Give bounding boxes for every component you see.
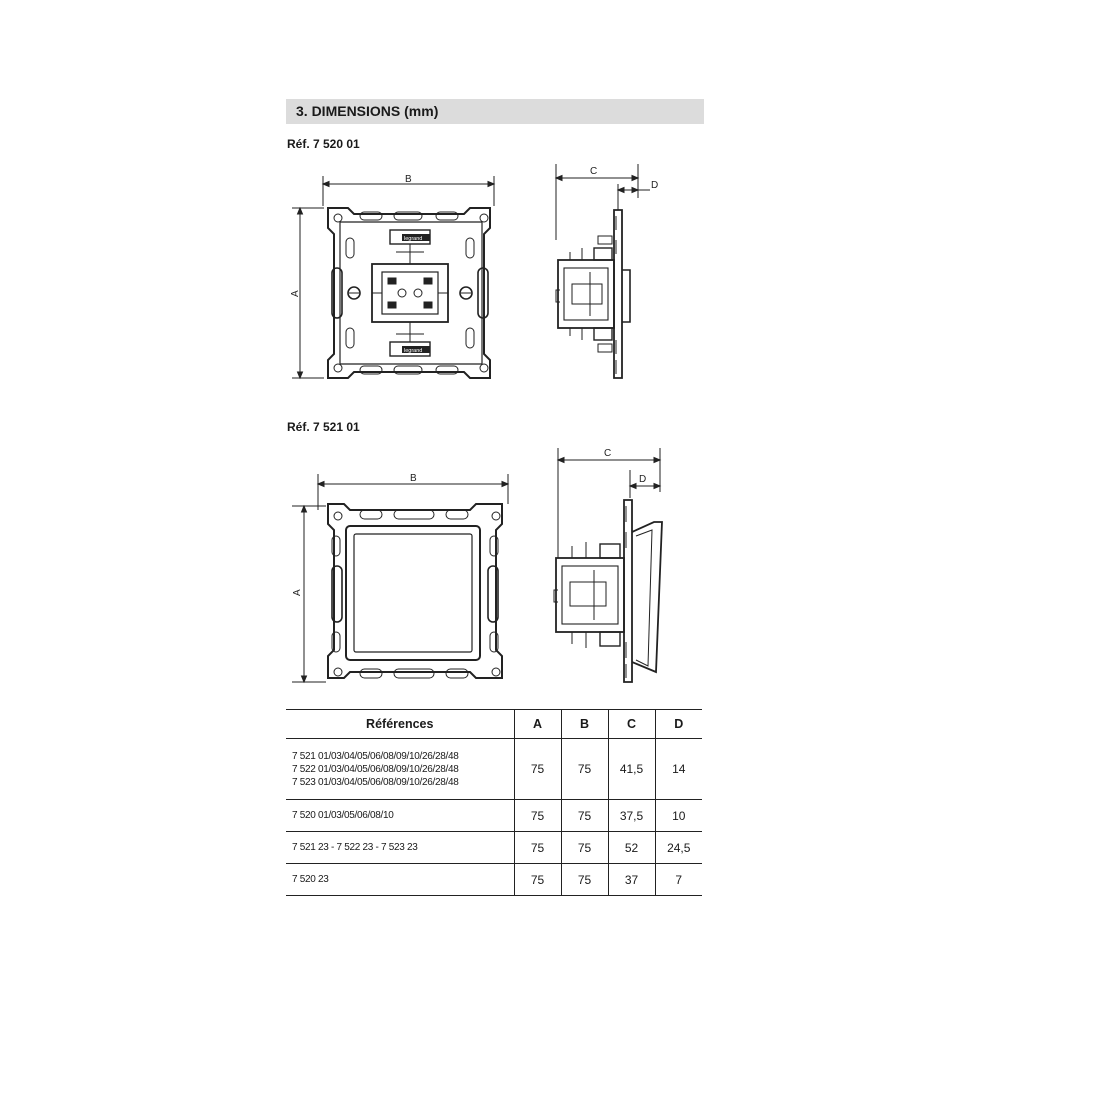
drawing1-front-view bbox=[290, 172, 510, 386]
drawing2-ref-label: Réf. 7 521 01 bbox=[287, 420, 360, 434]
dim-b-label: B bbox=[405, 174, 412, 185]
cell-b: 75 bbox=[561, 832, 608, 864]
dim2-d-label: D bbox=[639, 474, 647, 485]
header-a: A bbox=[514, 710, 561, 739]
cell-c: 41,5 bbox=[608, 739, 655, 800]
cell-b: 75 bbox=[561, 739, 608, 800]
drawing2-side-view bbox=[550, 442, 670, 688]
table-row bbox=[286, 832, 702, 864]
drawing2-front-view bbox=[290, 470, 512, 690]
cell-d: 7 bbox=[655, 864, 702, 896]
cell-b: 75 bbox=[561, 800, 608, 832]
cell-a: 75 bbox=[514, 864, 561, 896]
dim2-c-label: C bbox=[604, 448, 612, 459]
drawing1-ref-label: Réf. 7 520 01 bbox=[287, 137, 360, 151]
row-references bbox=[286, 800, 514, 832]
drawing1-side-view bbox=[550, 160, 670, 386]
reference-line: 7 521 01/03/04/05/06/08/09/10/26/28/48 bbox=[292, 750, 459, 762]
cell-d: 24,5 bbox=[655, 832, 702, 864]
cell-c: 37,5 bbox=[608, 800, 655, 832]
reference-line: 7 523 01/03/04/05/06/08/09/10/26/28/48 bbox=[292, 776, 459, 788]
table-row bbox=[286, 739, 702, 800]
table-row bbox=[286, 864, 702, 896]
table-header-row bbox=[286, 710, 702, 739]
section-title: 3. DIMENSIONS (mm) bbox=[286, 99, 704, 124]
cell-d: 14 bbox=[655, 739, 702, 800]
reference-line: 7 520 23 bbox=[292, 874, 329, 885]
reference-line: 7 522 01/03/04/05/06/08/09/10/26/28/48 bbox=[292, 763, 459, 775]
header-references: Références bbox=[286, 710, 514, 739]
reference-line: 7 520 01/03/05/06/08/10 bbox=[292, 810, 394, 821]
header-b: B bbox=[561, 710, 608, 739]
header-c: C bbox=[608, 710, 655, 739]
cell-a: 75 bbox=[514, 739, 561, 800]
row-references bbox=[286, 832, 514, 864]
logo-text-bottom: legrand bbox=[404, 348, 423, 354]
cell-a: 75 bbox=[514, 832, 561, 864]
dim-d-label: D bbox=[651, 180, 659, 191]
cell-c: 52 bbox=[608, 832, 655, 864]
cell-b: 75 bbox=[561, 864, 608, 896]
dim-c-label: C bbox=[590, 166, 598, 177]
row-references bbox=[286, 739, 514, 800]
dim-a-label: A bbox=[290, 290, 301, 297]
logo-text-top: legrand bbox=[404, 236, 423, 242]
reference-line: 7 521 23 - 7 522 23 - 7 523 23 bbox=[292, 842, 418, 853]
cell-c: 37 bbox=[608, 864, 655, 896]
header-d: D bbox=[655, 710, 702, 739]
dimensions-table bbox=[286, 709, 702, 896]
dim2-b-label: B bbox=[410, 473, 417, 484]
dim2-a-label: A bbox=[292, 589, 303, 596]
cell-d: 10 bbox=[655, 800, 702, 832]
row-references bbox=[286, 864, 514, 896]
table-row bbox=[286, 800, 702, 832]
cell-a: 75 bbox=[514, 800, 561, 832]
